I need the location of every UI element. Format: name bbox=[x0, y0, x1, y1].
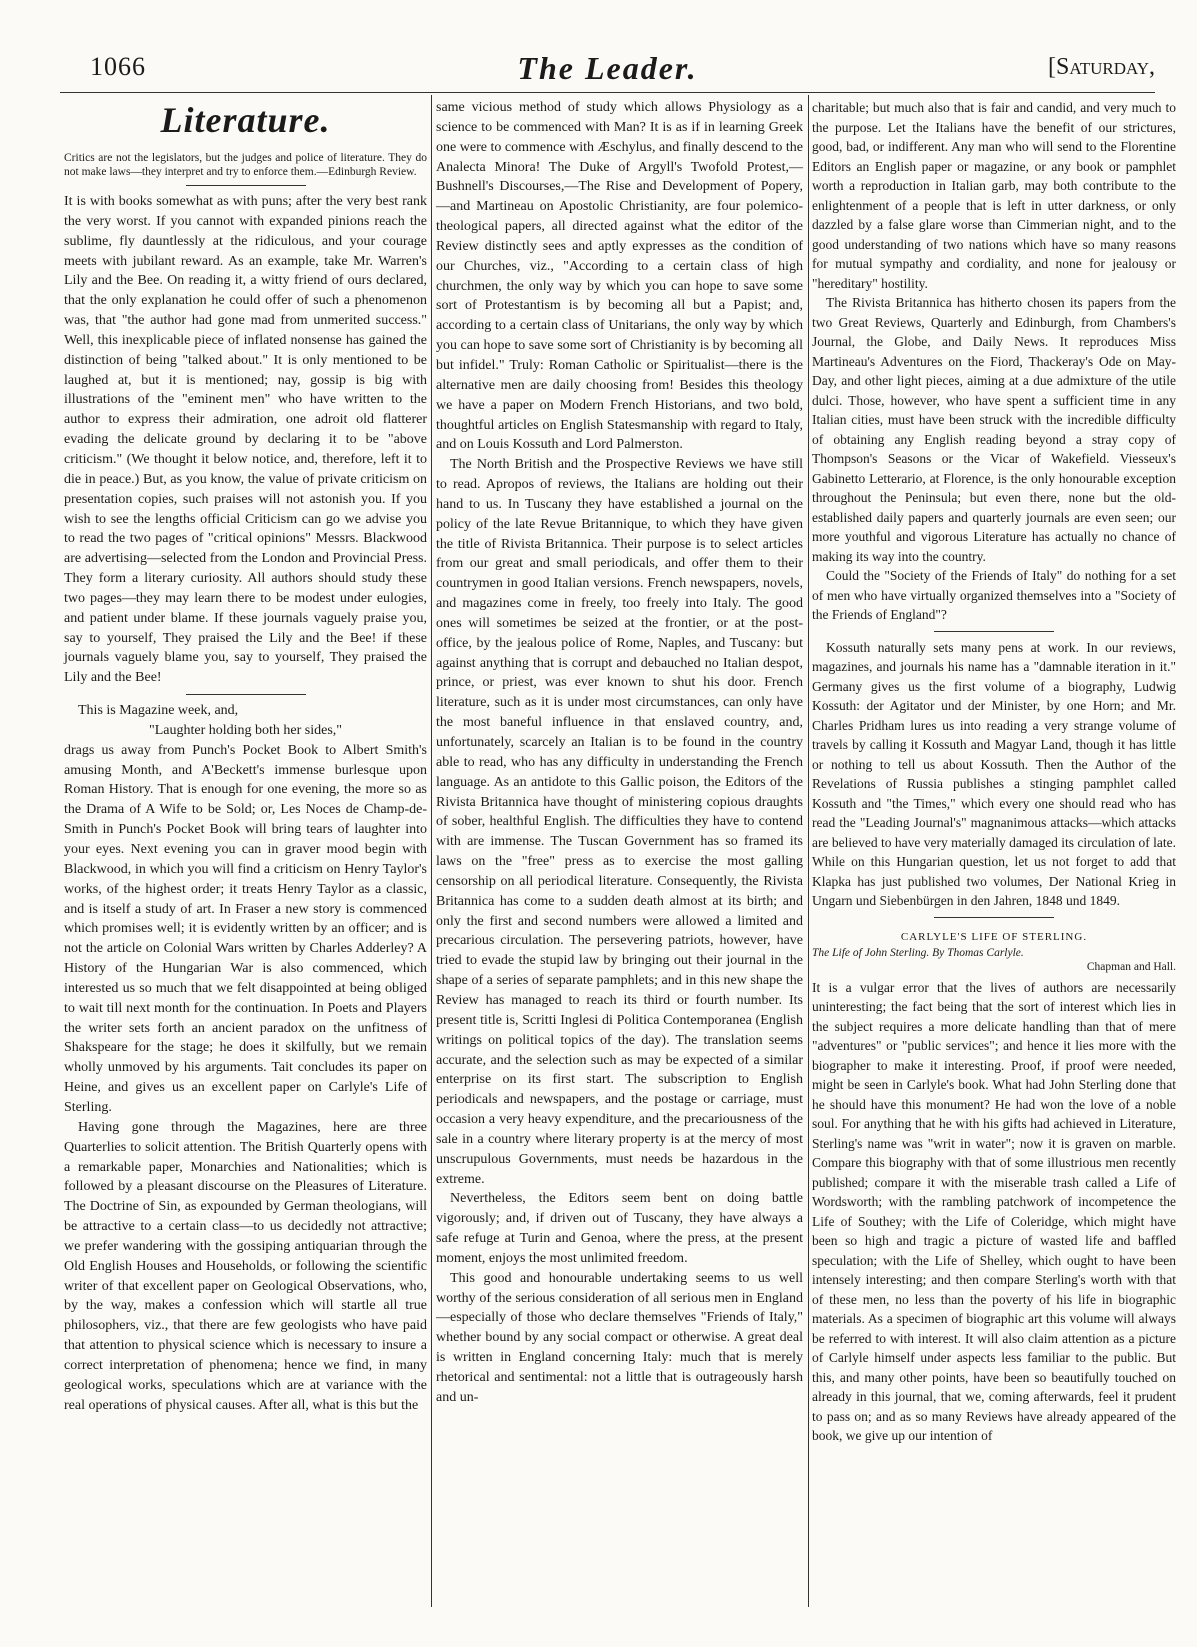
paragraph: same vicious method of study which allows Physiology as a science to be commenced with Man? It is as if in learning Greek one were to commence with Æschylus, and finally descend to the Analecta Minora! The Duke of Argyll's Twofold Protest,—Bushnell's Discourses,—The Rise and Development of Popery,—and Martineau on Apostolic Christianity, are four polemico-theological papers, all directed against what the editor of the Review distinctly sees and aptly expresses as the condition of our Churches, viz., "According to a certain class of high churchmen, the only way by which you can hope to save some sort of Protestantism is by becoming all but a Papist; and, according to a certain class of Unitarians, the only way by which you can hope to save some sort of Christianity is by becoming all but infidel." Truly: Roman Catholic or Spiritualist—there is the alternative men are daily choosing from! Besides this theology we have a paper on Modern French Historians, and two bold, thoughtful articles on English Statesmanship with regard to Italy, and on Louis Kossuth and Lord Palmerston. bbox=[436, 100, 803, 453]
issue-day: [Saturday, bbox=[1047, 54, 1155, 80]
column-2 bbox=[436, 98, 803, 1408]
column-1 bbox=[64, 98, 427, 1415]
paragraph: Kossuth naturally sets many pens at work. In our reviews, magazines, and journals his name has a "damnable iteration in it." Germany gives us the first volume of a biography, Ludwig Kossuth: der Agitator und der Minister, by one Horn; and Mr. Charles Pridham lures us into reading a very strange volume of travels by calling it Kossuth and Magyar Land, though it has little or nothing to tell us about Kossuth. Then the Author of the Revelations of Russia publishes a stinging pamphlet called Kossuth and "the Times," which every one should read who has read the "Leading Journal's" magnanimous attacks—which attacks are believed to have very materially damaged its circulation of late. While on this Hungarian question, let us not forget to add that Klapka has just published two volumes, Der National Krieg in Ungarn und Siebenbürgen in den Jahren, 1848 und 1849. bbox=[812, 639, 1176, 908]
column-divider bbox=[431, 95, 432, 1607]
newspaper-title: The Leader. bbox=[517, 50, 698, 86]
paragraph: drags us away from Punch's Pocket Book to Albert Smith's amusing Month, and A'Beckett's immense burlesque upon Roman History. That is enough for one evening, the more so as the Drama of A Wife to be Sold; or, Les Noces de Champ-de-Smith in Punch's Pocket Book will bring tears of laughter into your eyes. Next evening you can in graver mood begin with Blackwood, in which you will find a criticism on Henry Taylor's works, of the highest order; it treats Henry Taylor as a classic, and is itself a study of art. In Fraser a new story is commenced which promises well; it is evidently written by an officer; and is not the article on Colonial Wars written by Charles Adderley? A History of the Hungarian War is also commenced, which interested us so much that we felt disappointed at being obliged to wait till next month for the continuation. In Poets and Players the writer sets forth an ancient paradox on the unfitness of Shakspeare for the stage; he does it skilfully, but we remain wholly unmoved by his arguments. Tait concludes its paper on Heine, and gives us an excellent paper on Carlyle's Life of Sterling. bbox=[64, 742, 427, 1115]
column-divider bbox=[808, 95, 809, 1607]
paragraph: The Rivista Britannica has hitherto chosen its papers from the two Great Reviews, Quarterly and Edinburgh, from Chambers's Journal, the Globe, and Daily News. It reproduces Miss Martineau's Adventures on the Fiord, Thackeray's Ode on May-Day, and other light pieces, aiming at a due admixture of the utile dulci. Those, however, who have spent a sufficient time in any Italian cities, must have been struck with the incredible difficulty of obtaining any English reading beyond a stray copy of Thompson's Seasons or the Vicar of Wakefield. Viesseux's Gabinetto Letterario, at Florence, is the only honourable exception throughout the Peninsula; but even there, none but the old-established daily papers and quarterly journals are even seen; our more youthful and vigorous Literature has actually no chance of making its way into the country. bbox=[812, 295, 1176, 564]
motto: Critics are not the legislators, but the judges and police of literature. They do not make laws—they interpret and try to enforce them.—Edinburgh Review. bbox=[64, 152, 427, 178]
review-subhead: The Life of John Sterling. By Thomas Carlyle. bbox=[812, 946, 1024, 959]
divider bbox=[186, 694, 306, 695]
masthead bbox=[60, 50, 1155, 94]
divider bbox=[934, 631, 1054, 632]
paragraph: charitable; but much also that is fair and candid, and very much to the purpose. Let the Italians have the benefit of our strictures, good, bad, or indifferent. Any man who will send to the Florentine Editors an English paper or magazine, or any book or pamphlet worth a reproduction in Italian garb, may both contribute to the enlightenment of a people that is left in utter darkness, or only dazzled by a false glare worse than Cimmerian night, and to the good understanding of two nations which have so many reasons for mutual sympathy and cordiality, and none for jealousy or "hereditary" hostility. bbox=[812, 100, 1176, 291]
review-headline: CARLYLE'S LIFE OF STERLING. bbox=[900, 930, 1088, 943]
page-number: 1066 bbox=[90, 52, 146, 81]
paragraph: It is with books somewhat as with puns; after the very best rank the very worst. If you cannot with expanded pinions reach the sublime, fly dauntlessly at the ridiculous, and your courage meets with jubilant reward. As an example, take Mr. Warren's Lily and the Bee. On reading it, a witty friend of ours declared, that the only explanation he could offer of such a phenomenon was, that "the author had gone mad from unmerited success." Well, this inexplicable piece of inflated nonsense has gained the distinction of being "talked about." It is only mentioned to be laughed at, but it is mentioned; nay, gossip is big with illustrations of the "eminent men" who have written to the author to express their admiration, one adroit old flatterer evading the delicate ground by declaring it to be "above criticism." (We thought it below notice, and, therefore, left it to die in peace.) But, as you know, the value of private criticism on presentation copies, such praises will not astonish you. If you wish to see the lengths official Criticism can go we advise you to read the two pages of "critical opinions" Messrs. Blackwood are advertising—selected from the London and Provincial Press. They form a literary curiosity. All authors should study these two pages—they may learn there to be modest under eulogies, and patient under blame. If these journals vaguely praise you, say to yourself, They praised the Lily and the Bee! if these journals vaguely blame you, say to yourself, They praised the Lily and the Bee! bbox=[64, 194, 427, 686]
divider bbox=[934, 917, 1054, 918]
divider bbox=[186, 185, 306, 186]
paragraph: The North British and the Prospective Reviews we have still to read. Apropos of reviews, the Italians are holding out their hand to us. In Tuscany they have established a journal on the policy of the late Revue Britannique, to which they have given the title of Rivista Britannica. Their purpose is to select articles from our great and small periodicals, and offer them to their countrymen in good Italian versions. French newspapers, novels, and magazines come in freely, too freely into Italy. The good ones will sometimes be seized at the frontier, or at the post-office, by the jealous police of Rome, Naples, and Tuscany: but against anything that is corrupt and debauched no Italian despot, prince, or priest, was ever known to shut his door. French literature, such as it is under most circumstances, can only have the most baneful influence in that enslaved country, and, unfortunately, scarcely an Italian is to be found in the country able to read, who has any difficulty in understanding the French language. As an antidote to this Gallic poison, the Editors of the Rivista Britannica have thought of ministering copious draughts of sober, healthful English. The difficulties they have to contend with are immense. The Tuscan Government has so framed its laws on the "free" press as to exercise the most galling censorship on all periodical literature. Consequently, the Rivista Britannica has come to a sudden death almost at its birth; and only the first and second numbers were allowed a limited and precarious circulation. The persevering patriots, however, have tried to evade the stupid law by bringing out their journal in the shape of a series of separate pamphlets; and in this new shape the Review has managed to reach its third or fourth number. Its present title is, Scritti Inglesi di Politica Contemporanea (English writings on political topics of the day). The translation seems accurate, and the selection such as may be expected of a similar enterprise on its first start. The subscription to English periodicals and newspapers, and the postage or carriage, must occasion a very heavy expenditure, and the precariousness of the sale in a country where literary property is at the mercy of most unscrupulous Governments, must needs be hazardous in the extreme. bbox=[436, 457, 803, 1187]
review-publisher: Chapman and Hall. bbox=[1086, 960, 1176, 973]
paragraph: This good and honourable undertaking seems to us well worthy of the serious consideration of all serious men in England—especially of those who declare themselves "Friends of Italy," whether bound by any social compact or otherwise. A great deal is written in England concerning Italy: much that is merely rhetorical and sentimental: not a little that is outrageously harsh and un- bbox=[436, 1270, 803, 1405]
column-3 bbox=[812, 98, 1176, 1446]
paragraph: It is a vulgar error that the lives of authors are necessarily uninteresting; the fact being that the sort of interest which lies in the subject requires a more delicate handling than that of mere "adventures" or "public services"; and hence it lies more with the biographer to make it interesting. Proof, if proof were needed, might be seen in Carlyle's book. What had John Sterling done that he should have this monument? He had won the love of a noble soul. For anything that he with his gifts had achieved in Literature, Sterling's name was "writ in water"; now it is graven on marble. Compare this biography with that of some illustrious men recently published; compare it with the miserable trash called a Life of Wordsworth; with the rambling patchwork of incompetence the Life of Southey; with the Life of Coleridge, which might have been so high and tragic a picture of wasted life and baffled speculation; with the Life of Shelley, which ought to have been intensely interesting; and then compare Sterling's worth with that of these men, no less than the poverty of his life in biographic materials. As a specimen of biographic art this volume will always be referred to with interest. It will also claim attention as a picture of Carlyle himself under aspects less familiar to the public. But this, and many other points, have been so beautifully touched on already in this journal, that we, coming afterwards, feel it prudent to pass on; and as so many Reviews have already appeared of the book, we give up our intention of bbox=[812, 979, 1176, 1443]
quotation: "Laughter holding both her sides," bbox=[148, 722, 342, 738]
section-title: Literature. bbox=[160, 100, 331, 140]
masthead-rule bbox=[60, 92, 1155, 93]
paragraph: Nevertheless, the Editors seem bent on doing battle vigorously; and, if driven out of Tuscany, they have always a safe refuge at Turin and Genoa, where the press, at the present moment, enjoys the most unlimited freedom. bbox=[436, 1191, 803, 1266]
paragraph: This is Magazine week, and, bbox=[78, 703, 239, 719]
paragraph: Having gone through the Magazines, here are three Quarterlies to solicit attention. The British Quarterly opens with a remarkable paper, Monarchies and Nationalities; which is followed by a pleasant discourse on the Pleasures of Literature. The Doctrine of Sin, as expounded by German theologians, will be attractive to a certain class—to us decidedly not attractive; we prefer wandering with the gossiping antiquarian through the Old English Houses and Households, or following the scientific writer of that excellent paper on Geological Observations, who, by the way, makes a confession which will startle all true philosophers, viz., that there are few geologists who have paid that attention to physical science which is necessary to insure a correct interpretation of phenomena; hence we find, in many geological works, speculations which are at variance with the real operations of physical causes. After all, what is this but the bbox=[64, 1119, 427, 1413]
paragraph: Could the "Society of the Friends of Italy" do nothing for a set of men who have virtually organized themselves into a "Society of the Friends of England"? bbox=[812, 568, 1176, 622]
